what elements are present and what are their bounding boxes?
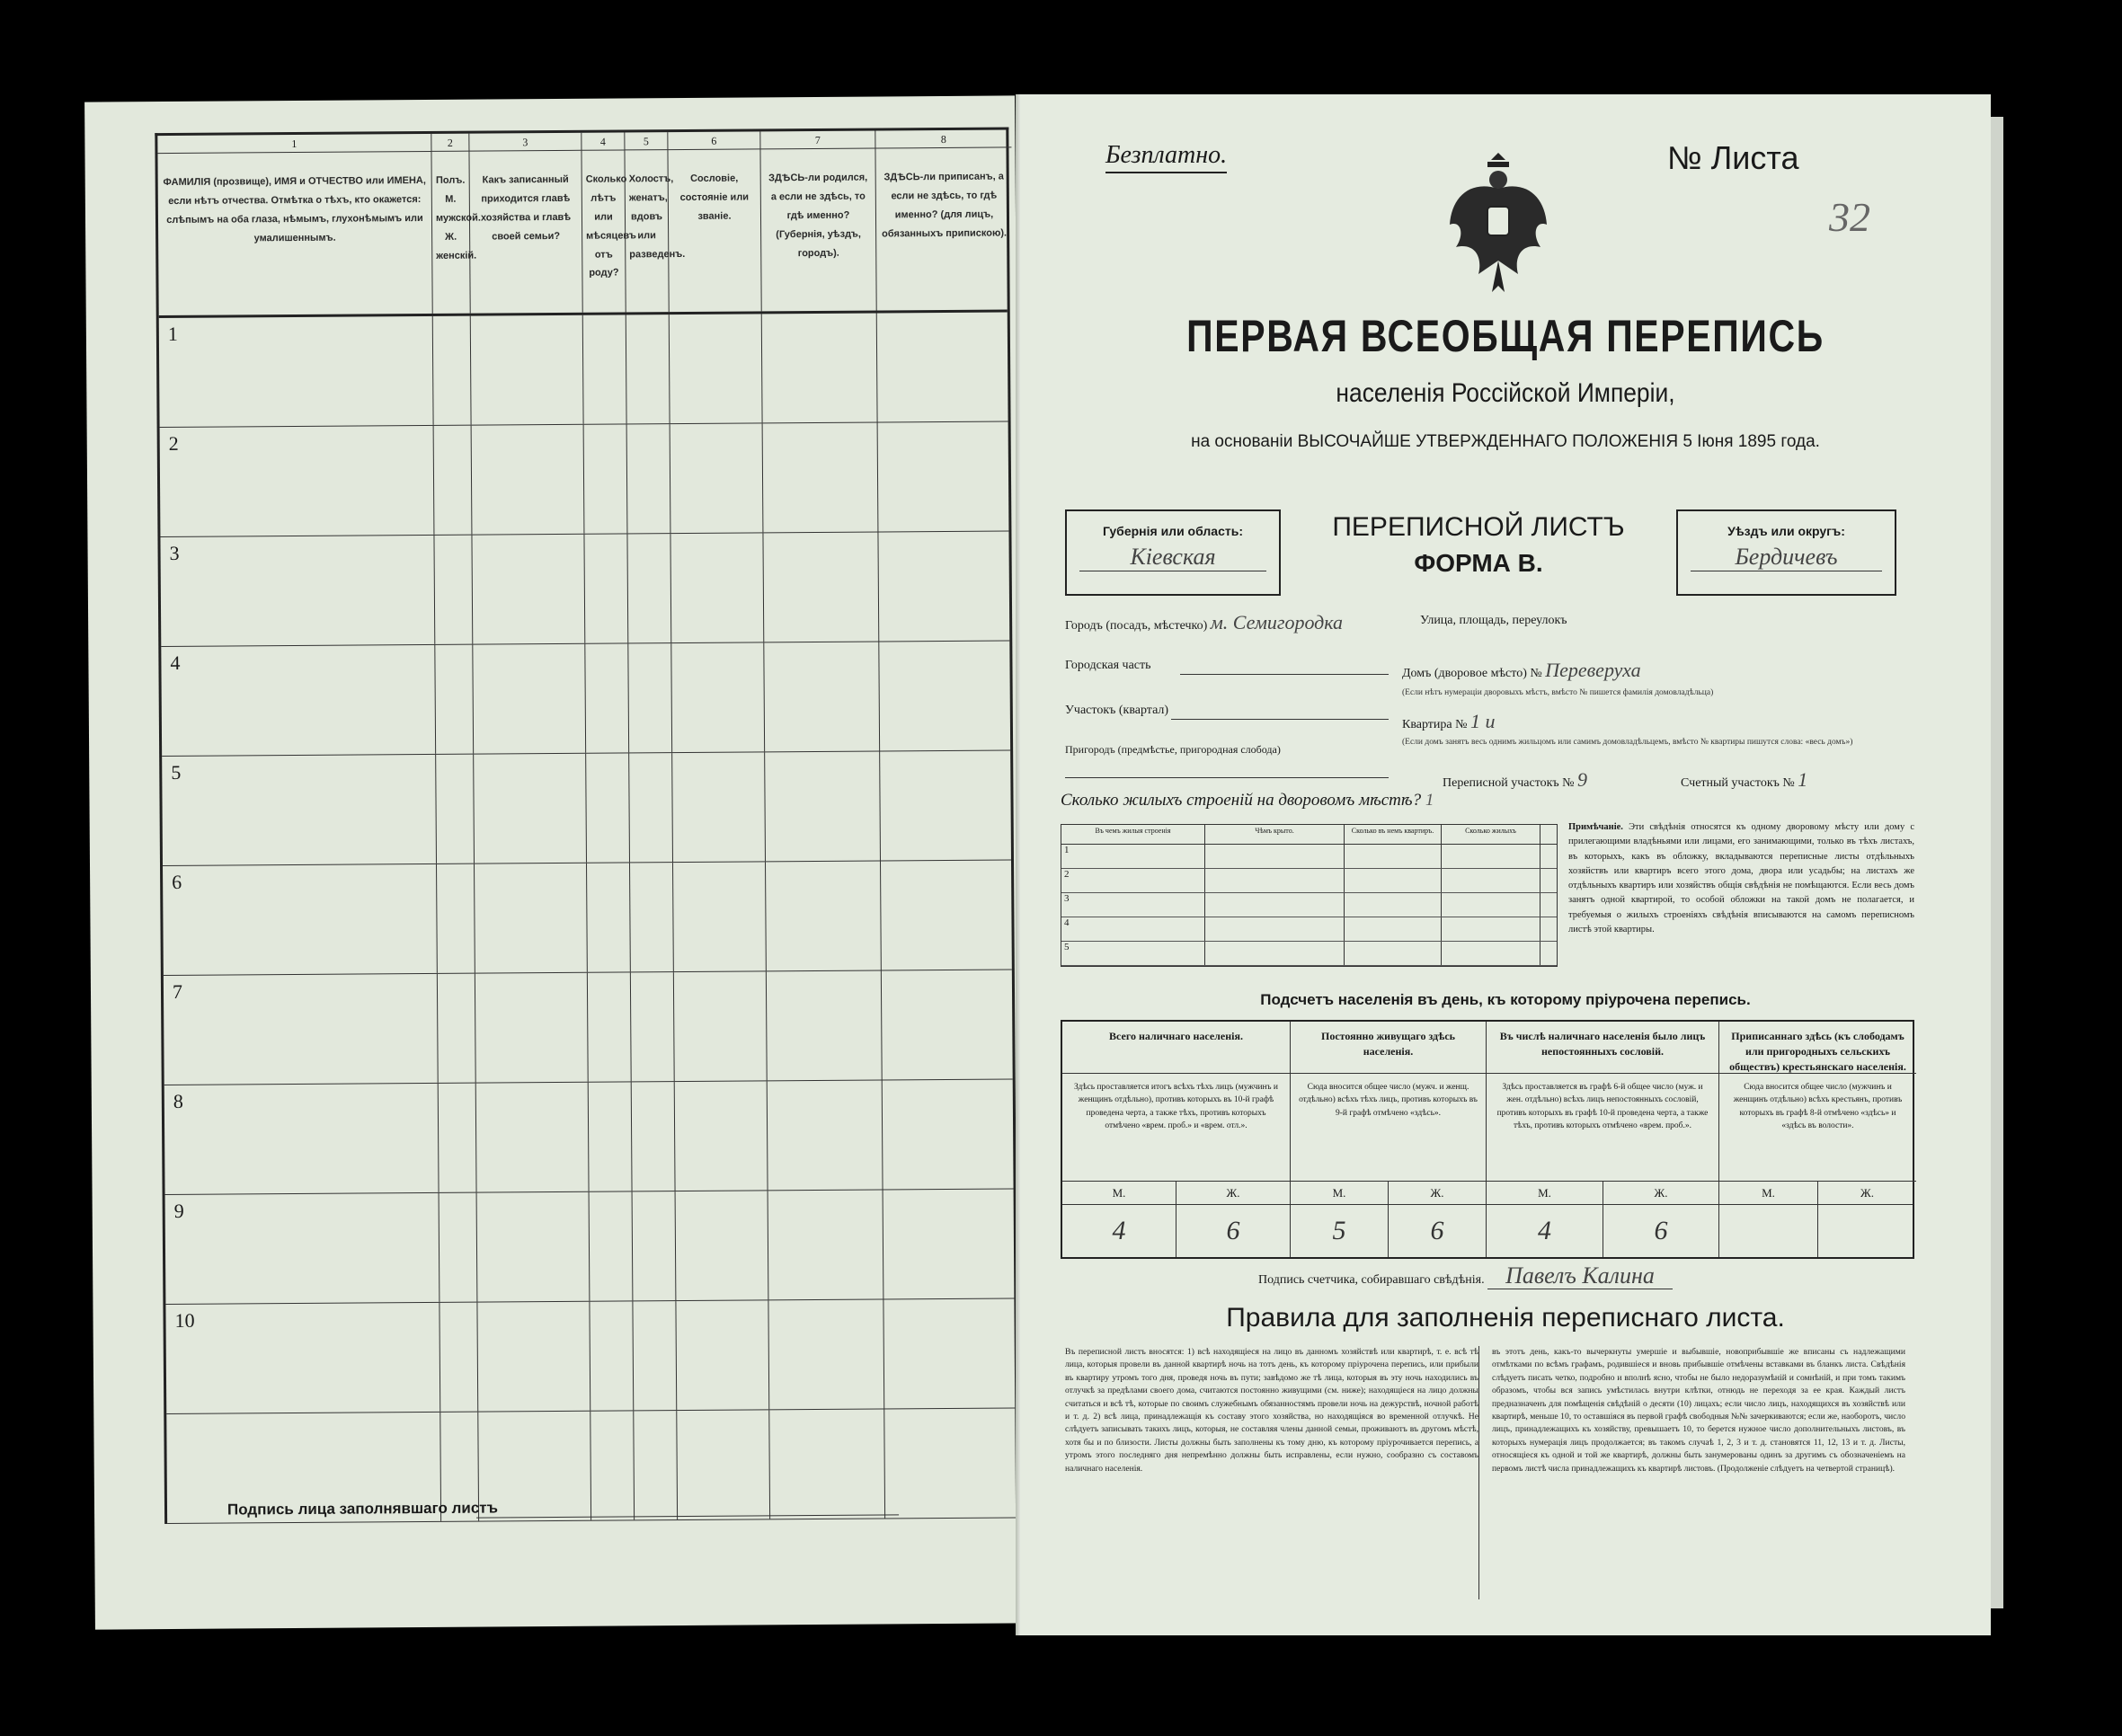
row-cell[interactable] [477, 1192, 590, 1302]
column-header [875, 129, 1012, 310]
row-cell[interactable] [439, 1084, 477, 1192]
table-row [163, 860, 1012, 976]
row-cell[interactable] [676, 1191, 769, 1300]
table-row [165, 1298, 1015, 1414]
gubernia-value[interactable]: Кіевская [1079, 544, 1266, 571]
row-cell[interactable] [883, 1298, 1020, 1408]
row-name-cell[interactable] [164, 1084, 439, 1194]
persons-table-body [159, 312, 1016, 1524]
free-label: Безплатно. [1105, 141, 1227, 173]
street-label: Улица, площадь, переулокъ [1420, 614, 1567, 627]
population-header-desc: Здѣсь проставляется въ графѣ 6-й общее число (муж. и жен. отдѣльно) всѣхъ лицъ непостоянныхъ сословій, противъ которыхъ въ графѣ 10-й проведена черта, а также тѣхъ, противъ которыхъ отмѣчено «врем. проб.». [1487, 1074, 1719, 1182]
counter-district-value[interactable]: 1 [1798, 768, 1808, 791]
row-cell[interactable] [434, 536, 473, 644]
row-cell[interactable] [632, 1082, 676, 1191]
row-cell[interactable] [768, 1190, 884, 1299]
apartment-value[interactable]: 1 и [1469, 710, 1496, 732]
district-label: Участокъ (квартал) [1065, 704, 1169, 717]
house-note: (Если нѣтъ нумераціи дворовыхъ мѣстъ, вмѣсто № пишется фамилія домовладѣльца) [1402, 688, 1714, 697]
row-cell[interactable] [473, 644, 586, 754]
row-cell[interactable] [763, 532, 879, 642]
buildings-question [1061, 791, 1434, 810]
row-cell[interactable] [631, 972, 675, 1081]
row-cell[interactable] [880, 750, 1017, 860]
row-cell[interactable] [437, 864, 475, 973]
row-number: 2 [168, 431, 179, 455]
column-number: 8 [875, 129, 1011, 148]
population-values-row [1062, 1205, 1913, 1257]
column-number: 6 [668, 131, 759, 150]
sheet-number-value: 32 [1829, 194, 1870, 240]
district-line[interactable] [1171, 719, 1389, 720]
counter-signature [1258, 1262, 1673, 1289]
counter-district-label: Счетный участокъ № [1681, 776, 1795, 790]
row-cell[interactable] [587, 863, 631, 971]
population-header-title: Приписаннаго здѣсь (къ слободамъ или пригородныхъ сельскихъ обществъ) крестьянскаго населенія. [1719, 1022, 1916, 1074]
row-cell[interactable] [590, 1191, 634, 1300]
row-cell[interactable] [675, 1081, 768, 1191]
row-name-cell[interactable] [163, 864, 438, 975]
column-number: 3 [469, 133, 581, 152]
buildings-cell[interactable] [1442, 917, 1540, 941]
row-cell[interactable] [670, 533, 764, 642]
gender-label: М. [1291, 1182, 1389, 1205]
buildings-cell[interactable] [1442, 942, 1540, 965]
filler-signature-label: Подпись лица заполнявшаго листъ [226, 1499, 499, 1519]
row-cell[interactable] [672, 752, 766, 862]
row-cell[interactable] [768, 1080, 883, 1190]
row-cell[interactable] [629, 753, 673, 862]
column-title: Какъ записанный приходится главѣ хозяйства и главѣ своей семьи? [480, 173, 572, 243]
table-row [164, 970, 1013, 1085]
counter-district-field [1681, 768, 1807, 792]
apartment-note: (Если домъ занятъ весь однимъ жильцомъ или самимъ домовладѣльцемъ, вмѣсто № квартиры пишутся слова: «весь домъ») [1402, 738, 1853, 747]
row-cell[interactable] [673, 862, 767, 971]
column-title: ЗДѢСЬ-ли приписанъ, а если не здѣсь, то гдѣ именно? (для лицъ, обязанныхъ припискою). [882, 171, 1008, 240]
row-cell[interactable] [764, 642, 880, 751]
column-header [582, 132, 636, 312]
row-number: 9 [173, 1199, 184, 1222]
row-cell[interactable] [883, 1079, 1019, 1189]
rules-text-right: въ этотъ день, какъ-то вычеркнуты умершіе и выбывшіе, новоприбывшіе же вписаны съ надлежащими отмѣтками по всѣмъ графамъ, родившіеся и вновь прибывшіе отмѣчены вставками въ бланкъ листа. Свѣдѣнія слѣдуетъ писать четко, подробно и вполнѣ ясно, чтобы не было недоразумѣній и сомнѣній, и при томъ такимъ образомъ, чтобы вся запись умѣстилась внутри клѣтки, отнюдь не переходя за ее края. Каждый листъ предназначенъ для помѣщенія свѣдѣній о десяти (10) лицахъ; если число лицъ, находящихся въ хозяйствѣ или квартирѣ, меньше 10, то оставшіяся въ первой графѣ свободныя №№ зачеркиваются; если же, наоборотъ, число лицъ, принадлежащихъ къ хозяйству, превышаетъ 10, то берется нужное число дополнительныхъ листовъ, въ которыхъ нумерація лицъ продолжается; въ такомъ случаѣ 1, 2, 3 и т. д. становятся 11, 12, 13 и т. д. Листы, относящіеся къ одной и той же квартирѣ, должны быть занумерованы одинъ за другимъ съ обозначеніемъ на первомъ листѣ числа принадлежащихъ къ квартирѣ листовъ. (Продолженіе слѣдуетъ на четвертой страницѣ). [1492, 1347, 1905, 1474]
population-header-title: Въ числѣ наличнаго населенія было лицъ непостоянныхъ сословій. [1487, 1022, 1719, 1074]
row-cell[interactable] [769, 1409, 885, 1519]
row-number: 6 [172, 870, 182, 893]
buildings-row [1061, 917, 1557, 942]
row-cell[interactable] [475, 864, 588, 973]
population-value[interactable]: 4 [1487, 1205, 1603, 1257]
city-label: Городъ (посадъ, мѣстечко) [1065, 619, 1208, 633]
suburb-line[interactable] [1065, 777, 1389, 778]
population-header-titles [1062, 1022, 1913, 1074]
buildings-row [1061, 845, 1557, 869]
city-field [1065, 611, 1343, 634]
buildings-row-number: 3 [1061, 893, 1205, 917]
gender-label: Ж. [1603, 1182, 1719, 1205]
row-number: 3 [169, 541, 180, 564]
population-value[interactable]: 5 [1291, 1205, 1389, 1257]
gender-label: М. [1487, 1182, 1603, 1205]
table-row [161, 641, 1010, 757]
buildings-row [1061, 869, 1557, 893]
row-cell[interactable] [878, 421, 1015, 531]
buildings-table-header [1061, 825, 1557, 845]
row-cell[interactable] [630, 863, 674, 971]
row-cell[interactable] [670, 423, 764, 533]
population-header-desc: Сюда вносится общее число (мужч. и женщ. отдѣльно) всѣхъ тѣхъ лицъ, противъ которыхъ въ 9-й графѣ отмѣчено «здѣсь». [1291, 1074, 1487, 1182]
population-title: Подсчетъ населенія въ день, къ которому пріурочена перепись. [1260, 991, 1751, 1008]
buildings-row-number: 4 [1061, 917, 1205, 941]
table-row [159, 312, 1008, 428]
row-name-cell[interactable] [160, 536, 435, 646]
row-cell[interactable] [590, 1411, 635, 1519]
row-number: 1 [167, 322, 178, 345]
population-gender-row [1062, 1182, 1913, 1205]
row-cell[interactable] [767, 970, 883, 1080]
row-cell[interactable] [476, 1083, 590, 1192]
left-page [84, 95, 1025, 1629]
row-cell[interactable] [584, 534, 628, 642]
row-cell[interactable] [590, 1301, 634, 1410]
buildings-table [1061, 824, 1558, 967]
row-cell[interactable] [882, 970, 1018, 1079]
gender-label: Ж. [1176, 1182, 1291, 1205]
form-title-text: ПЕРЕПИСНОЙ ЛИСТЪ [1332, 512, 1625, 542]
gubernia-box [1065, 509, 1281, 596]
population-value[interactable] [1818, 1205, 1916, 1257]
column-title: Холостъ, женатъ, вдовъ или разведенъ. [628, 173, 686, 260]
row-cell[interactable] [434, 426, 473, 535]
population-header-title: Постоянно живущаго здѣсь населенія. [1291, 1022, 1487, 1074]
row-name-cell[interactable] [164, 974, 439, 1085]
house-value[interactable]: Переверуха [1545, 659, 1641, 681]
row-cell[interactable] [435, 645, 474, 754]
form-name: ФОРМА В. [1414, 548, 1543, 577]
row-cell[interactable] [766, 861, 882, 970]
apartment-label: Квартира № [1402, 718, 1468, 731]
uezd-label: Уѣздъ или округъ: [1727, 524, 1845, 538]
buildings-cell[interactable] [1345, 893, 1442, 917]
population-value[interactable]: 6 [1176, 1205, 1291, 1257]
buildings-cell[interactable] [1442, 869, 1540, 892]
buildings-row [1061, 942, 1557, 966]
census-district-label: Переписной участокъ № [1443, 776, 1575, 790]
buildings-header-cell: Въ чемъ жилыя строенія [1061, 825, 1205, 844]
row-name-cell[interactable] [161, 645, 436, 756]
buildings-cell[interactable] [1442, 893, 1540, 917]
buildings-cell[interactable] [1205, 845, 1345, 868]
column-header [625, 132, 686, 312]
row-cell[interactable] [436, 755, 475, 864]
row-name-cell[interactable] [159, 316, 434, 427]
population-value[interactable]: 6 [1389, 1205, 1487, 1257]
persons-table [155, 127, 1018, 1524]
buildings-row-number: 5 [1061, 942, 1205, 965]
table-row [160, 531, 1009, 647]
buildings-cell[interactable] [1205, 893, 1345, 917]
row-number: 4 [170, 651, 181, 674]
row-cell[interactable] [671, 642, 765, 752]
column-title: Сословіе, состояніе или званіе. [679, 173, 750, 222]
row-cell[interactable] [474, 754, 587, 864]
row-cell[interactable] [472, 425, 585, 535]
form-title [1281, 509, 1676, 580]
column-header [157, 134, 432, 315]
row-cell[interactable] [670, 314, 763, 423]
buildings-header-cell: Сколько жилыхъ [1442, 825, 1540, 844]
column-title: Полъ. М. мужской. Ж. женскій. [435, 174, 481, 261]
row-cell[interactable] [585, 643, 629, 752]
suburb-label: Пригородъ (предмѣстье, пригородная слобода) [1065, 743, 1281, 756]
buildings-row-number: 2 [1061, 869, 1205, 892]
row-cell[interactable] [627, 424, 671, 533]
buildings-value[interactable]: 1 [1425, 791, 1434, 810]
counter-signature-label: Подпись счетчика, собиравшаго свѣдѣнія. [1258, 1273, 1485, 1287]
buildings-cell[interactable] [1205, 869, 1345, 892]
buildings-header-cell: Сколько въ немъ квартиръ. [1345, 825, 1442, 844]
gender-label: М. [1062, 1182, 1176, 1205]
population-value[interactable]: 4 [1062, 1205, 1176, 1257]
row-cell[interactable] [674, 971, 768, 1081]
population-header-descriptions [1062, 1074, 1913, 1182]
uezd-value[interactable]: Бердичевъ [1691, 544, 1882, 571]
column-title: ЗДѢСЬ-ли родился, а если не здѣсь, то гдѣ именно? (Губернія, уѣздъ, городъ). [768, 172, 868, 259]
row-cell[interactable] [588, 972, 632, 1081]
uezd-box [1676, 509, 1896, 596]
buildings-cell[interactable] [1442, 845, 1540, 868]
table-row [165, 1189, 1015, 1305]
gender-label: Ж. [1389, 1182, 1487, 1205]
row-cell[interactable] [584, 424, 628, 533]
row-cell[interactable] [433, 316, 472, 425]
gubernia-label: Губернія или область: [1102, 524, 1244, 538]
row-cell[interactable] [677, 1410, 770, 1519]
population-table [1061, 1020, 1914, 1259]
buildings-cell[interactable] [1205, 917, 1345, 941]
row-cell[interactable] [884, 1408, 1021, 1518]
row-name-cell[interactable] [162, 755, 437, 865]
buildings-cell[interactable] [1345, 942, 1442, 965]
row-cell[interactable] [633, 1301, 677, 1410]
row-cell[interactable] [471, 315, 584, 425]
row-cell[interactable] [477, 1302, 590, 1412]
row-cell[interactable] [472, 535, 585, 644]
row-cell[interactable] [627, 534, 671, 642]
row-cell[interactable] [475, 973, 589, 1083]
note-title: Примѣчаніе. [1568, 822, 1623, 832]
sheet-number-label: № Листа [1667, 139, 1799, 176]
row-cell[interactable] [634, 1411, 678, 1519]
house-label: Домъ (дворовое мѣсто) № [1402, 667, 1542, 680]
buildings-question-text: Сколько жилыхъ строеній на дворовомъ мѣстѣ? [1061, 791, 1422, 810]
row-cell[interactable] [438, 974, 476, 1083]
row-cell[interactable] [762, 313, 878, 422]
population-header-desc: Здѣсь проставляется итогъ всѣхъ тѣхъ лицъ (мужчинъ и женщинъ отдѣльно), противъ которыхъ въ 10-й графѣ проведена черта, а также тѣхъ, противъ которыхъ отмѣчено «врем. проб.» и «врем. отл.». [1062, 1074, 1291, 1182]
row-cell[interactable] [439, 1303, 478, 1412]
column-number: 2 [431, 134, 468, 152]
buildings-table-body [1061, 845, 1557, 966]
column-number: 4 [582, 132, 624, 150]
table-row [160, 421, 1009, 537]
buildings-header-cell: Чѣмъ крыто. [1205, 825, 1345, 844]
house-field [1402, 659, 1641, 682]
row-cell[interactable] [676, 1300, 769, 1410]
buildings-row [1061, 893, 1557, 917]
census-basis: на основаніи ВЫСОЧАЙШЕ УТВЕРЖДЕННАГО ПОЛОЖЕНІЯ 5 Іюня 1895 года. [1191, 432, 1820, 451]
column-header [431, 134, 481, 314]
city-value[interactable]: м. Семигородка [1210, 611, 1344, 633]
buildings-row-number: 1 [1061, 845, 1205, 868]
population-header-desc: Сюда вносится общее число (мужчинъ и женщинъ отдѣльно) всѣхъ крестьянъ, противъ которыхъ въ графѣ 8-й отмѣчено «здѣсь» и «здѣсь въ волости». [1719, 1074, 1916, 1182]
part-label: Городская часть [1065, 659, 1151, 672]
column-title: ФАМИЛІЯ (прозвище), ИМЯ и ОТЧЕСТВО или ИМЕНА, если нѣтъ отчества. Отмѣтка о тѣхъ, кто окажется: слѣпымъ на оба глаза, нѣмымъ, глухонѣмымъ или умалишеннымъ. [163, 174, 426, 244]
imperial-eagle-emblem [1443, 144, 1555, 297]
note-block [1568, 820, 1914, 937]
page-edge [1991, 117, 2003, 1608]
gender-label: М. [1719, 1182, 1818, 1205]
row-name-cell[interactable] [160, 426, 435, 536]
persons-table-header [157, 129, 1007, 318]
population-value[interactable] [1719, 1205, 1818, 1257]
row-number: 5 [171, 760, 182, 784]
row-cell[interactable] [586, 753, 630, 862]
gender-label: Ж. [1860, 1186, 1874, 1200]
row-cell[interactable] [583, 314, 627, 423]
column-header [469, 133, 582, 314]
buildings-cell[interactable] [1345, 869, 1442, 892]
table-row [162, 750, 1011, 866]
row-name-cell[interactable] [165, 1193, 440, 1304]
column-header [760, 130, 876, 311]
row-cell[interactable] [879, 641, 1016, 750]
census-title: ПЕРВАЯ ВСЕОБЩАЯ ПЕРЕПИСЬ [1186, 311, 1825, 361]
population-value[interactable]: 6 [1603, 1205, 1719, 1257]
part-line[interactable] [1180, 674, 1389, 675]
row-cell[interactable] [877, 312, 1014, 421]
sheet-number [1667, 139, 1798, 177]
buildings-cell[interactable] [1345, 917, 1442, 941]
column-number: 1 [157, 134, 431, 154]
row-cell[interactable] [763, 422, 879, 532]
census-subtitle: населенія Россійской Имперіи, [1336, 378, 1675, 408]
row-cell[interactable] [633, 1191, 677, 1300]
row-cell[interactable] [878, 531, 1015, 641]
population-header-title: Всего наличнаго населенія. [1062, 1022, 1291, 1074]
row-cell[interactable] [439, 1193, 478, 1302]
buildings-cell[interactable] [1345, 845, 1442, 868]
census-district-field [1443, 768, 1587, 792]
row-cell[interactable] [589, 1082, 633, 1191]
row-cell[interactable] [768, 1299, 884, 1409]
row-cell[interactable] [626, 314, 670, 423]
row-cell[interactable] [628, 643, 672, 752]
row-number: 8 [173, 1089, 183, 1112]
table-row [164, 1079, 1014, 1195]
column-title: Сколько лѣтъ или мѣсяцевъ отъ роду? [585, 173, 636, 279]
buildings-cell[interactable] [1205, 942, 1345, 965]
right-page [1020, 94, 1991, 1635]
note-text: Эти свѣдѣнія относятся къ одному дворовому мѣсту или дому с прилегающими владѣньями или лицами, его занимающими, только въ тѣхъ листахъ, въ которыхъ, какъ въ обложку, вкладываются переписные листы отдѣльныхъ хозяйствъ или квартиръ всего этого дома, двора или усадьбы; на листахъ же отдѣльныхъ квартиръ или хозяйствъ общія свѣдѣнія не помѣщаются. Если весь домъ занятъ одной квартирой, то особой обложки на такой домъ не полагается, и требуемыя о жилыхъ строеніяхъ свѣдѣнія вписываются на самомъ переписномъ листѣ этой квартиры. [1568, 822, 1914, 934]
rules-text-left: Въ переписной листъ вносятся: 1) всѣ находящіеся на лицо въ данномъ хозяйствѣ или квартирѣ, т. е. всѣ тѣ лица, которыя провели въ данной квартирѣ ночь на тотъ день, къ которому пріурочена перепись, или прибыли въ квартиру утромъ того дня, проведя ночь въ пути; завѣдомо же тѣ лица, которыя въ эту ночь находились въ отлучкѣ за предѣлами своего дома, считаются постоянно живущими (см. ниже); находящіеся на лицо должны считаться и всѣ тѣ, которые по своимъ служебнымъ обязанностямъ провели ночь на дежурствѣ, ночной работѣ и т. д. 2) всѣ лица, принадлежащія къ составу этого хозяйства, но находящіяся во временной отлучкѣ. Не слѣдуетъ записывать такихъ лицъ, которыя, не составляя члены данной семьи, проживаютъ въ другомъ мѣстѣ, хотя бы и по близости. Листы должны быть заполнены къ тому дню, къ которому пріурочивается перепись, а утромъ этого последняго дня непремѣнно должны быть исправлены, если нужно, сообразно съ составомъ наличнаго населенія. [1065, 1347, 1478, 1474]
row-number: 7 [172, 979, 183, 1003]
row-cell[interactable] [883, 1189, 1020, 1298]
counter-signature-value[interactable]: Павелъ Калина [1487, 1262, 1673, 1289]
row-cell[interactable] [881, 860, 1017, 970]
rules-title: Правила для заполненія переписнаго листа. [1226, 1303, 1785, 1333]
row-number: 10 [174, 1308, 195, 1332]
row-name-cell[interactable] [165, 1303, 440, 1413]
apartment-field [1402, 710, 1495, 733]
row-cell[interactable] [765, 751, 881, 861]
column-number: 5 [625, 132, 667, 150]
column-number: 7 [760, 130, 875, 149]
row-number [166, 1413, 439, 1423]
column-header [668, 131, 761, 312]
census-district-value[interactable]: 9 [1577, 768, 1588, 791]
rules-divider [1478, 1346, 1479, 1599]
